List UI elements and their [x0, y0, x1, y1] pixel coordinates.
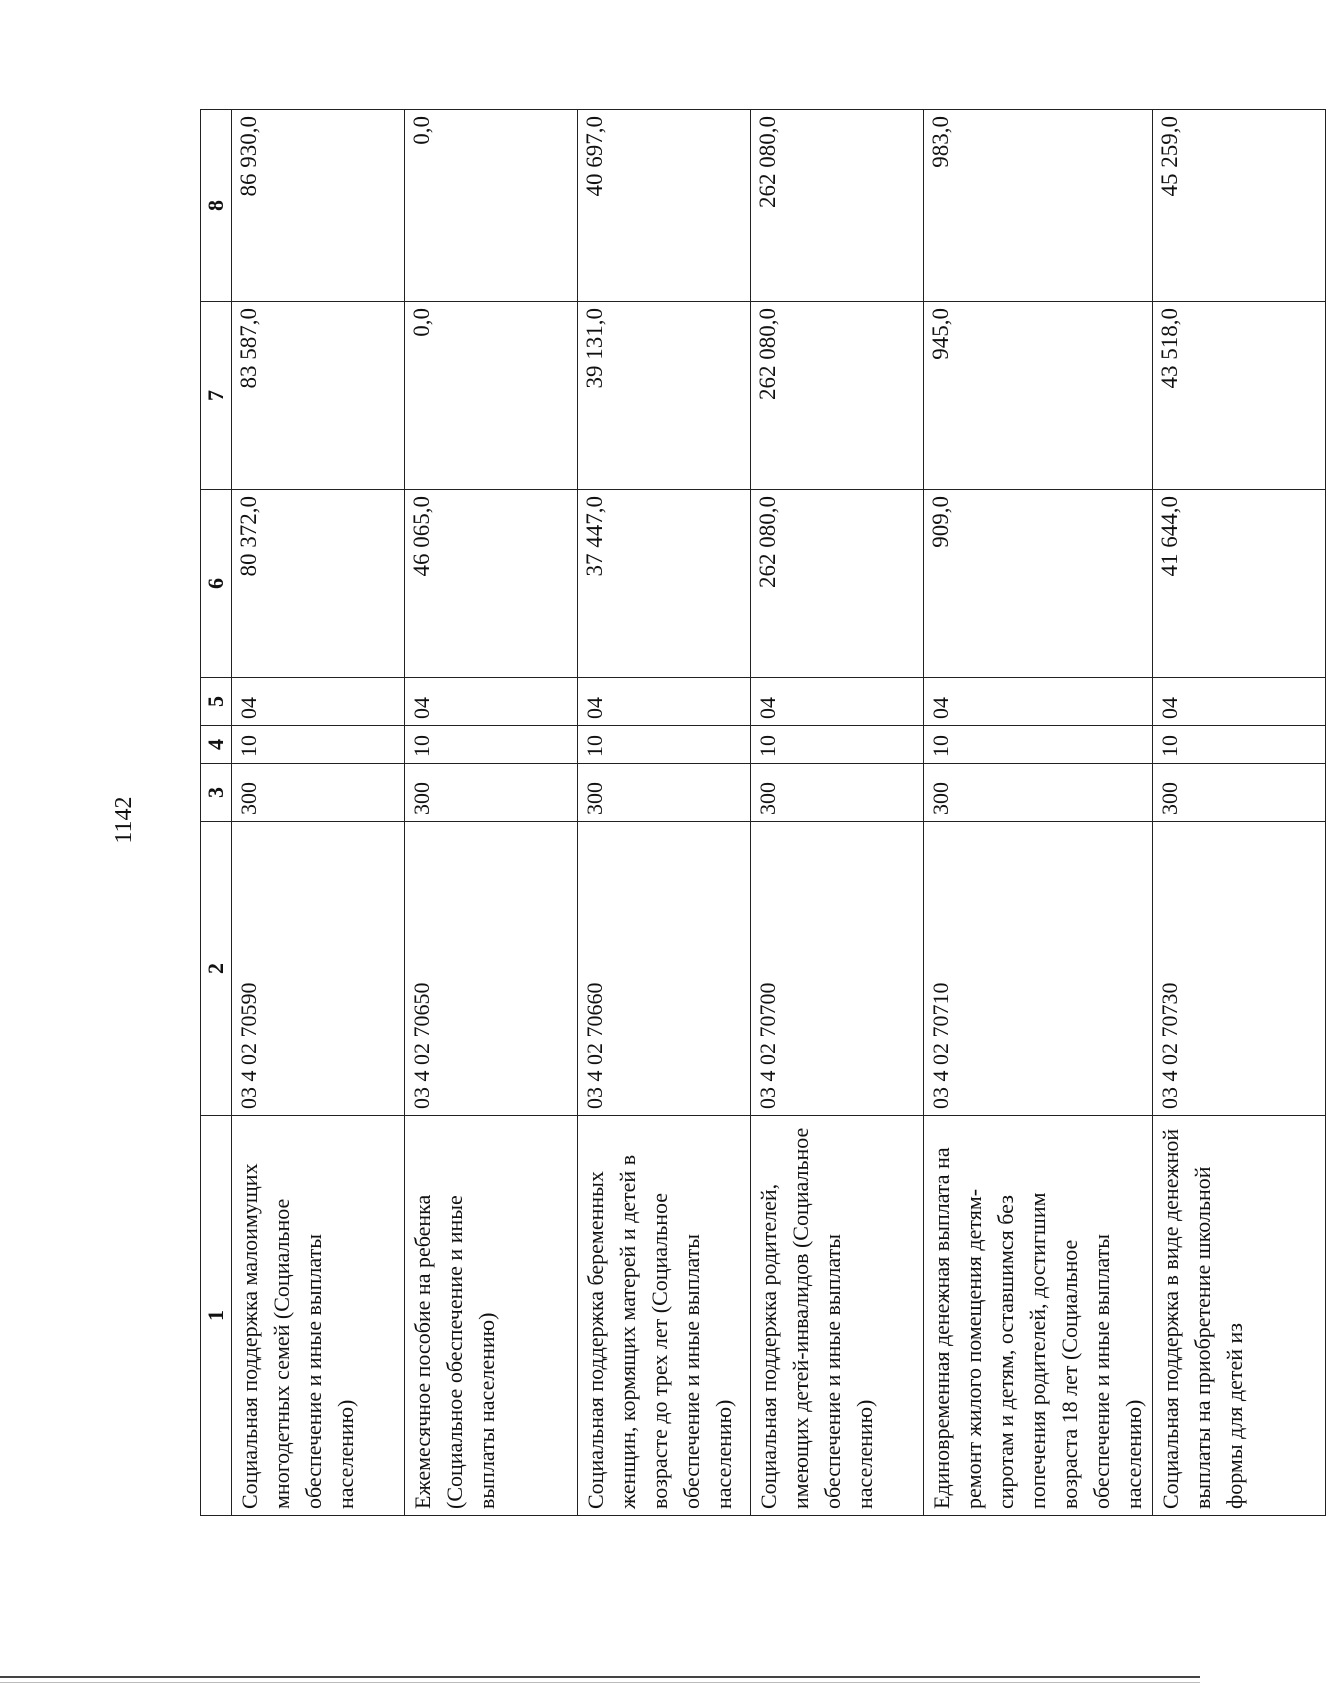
column-header-2: 2 [201, 822, 232, 1116]
row-value-8: 45 259,0 [1153, 110, 1326, 302]
row-type-code: 300 [1153, 764, 1326, 822]
column-header-3: 3 [201, 764, 232, 822]
row-value-8: 262 080,0 [751, 110, 924, 302]
header-row [201, 110, 232, 1516]
row-value-6: 80 372,0 [232, 490, 405, 678]
row-type-code: 300 [578, 764, 751, 822]
column-header-7: 7 [201, 302, 232, 490]
row-value-8: 86 930,0 [232, 110, 405, 302]
row-code: 03 4 02 70730 [1153, 822, 1326, 1116]
row-section-code: 10 [578, 726, 751, 764]
row-type-code: 300 [405, 764, 578, 822]
row-code: 03 4 02 70660 [578, 822, 751, 1116]
column-header-1: 1 [201, 1116, 232, 1516]
row-name: Социальная поддержка в виде денежной выплаты на приобретение школьной формы для детей из [1153, 1116, 1326, 1516]
row-subsection-code: 04 [232, 678, 405, 726]
row-name: Единовременная денежная выплата на ремонт жилого помещения детям-сиротам и детям, оставшимся без попечения родителей, достигшим возраста 18 лет (Социальное обеспечение и иные выплаты населению) [924, 1116, 1153, 1516]
row-name: Социальная поддержка беременных женщин, кормящих матерей и детей в возрасте до трех лет (Социальное обеспечение и иные выплаты населению) [578, 1116, 751, 1516]
row-value-8: 40 697,0 [578, 110, 751, 302]
row-value-6: 37 447,0 [578, 490, 751, 678]
row-type-code: 300 [924, 764, 1153, 822]
row-value-7: 945,0 [924, 302, 1153, 490]
row-type-code: 300 [751, 764, 924, 822]
row-type-code: 300 [232, 764, 405, 822]
row-code: 03 4 02 70700 [751, 822, 924, 1116]
page-number: 1142 [111, 796, 137, 844]
row-subsection-code: 04 [751, 678, 924, 726]
row-value-6: 41 644,0 [1153, 490, 1326, 678]
row-value-8: 0,0 [405, 110, 578, 302]
table-row [924, 110, 1153, 1516]
row-section-code: 10 [924, 726, 1153, 764]
row-section-code: 10 [232, 726, 405, 764]
table-row [578, 110, 751, 1516]
row-value-7: 43 518,0 [1153, 302, 1326, 490]
row-name: Социальная поддержка малоимущих многодетных семей (Социальное обеспечение и иные выплаты населению) [232, 1116, 405, 1516]
row-code: 03 4 02 70710 [924, 822, 1153, 1116]
budget-table-container [200, 110, 1247, 1516]
row-value-6: 262 080,0 [751, 490, 924, 678]
row-value-7: 262 080,0 [751, 302, 924, 490]
table-row [1153, 110, 1326, 1516]
row-value-7: 0,0 [405, 302, 578, 490]
table-row [405, 110, 578, 1516]
row-name: Ежемесячное пособие на ребенка (Социальное обеспечение и иные выплаты населению) [405, 1116, 578, 1516]
row-value-7: 83 587,0 [232, 302, 405, 490]
table-row [232, 110, 405, 1516]
row-code: 03 4 02 70650 [405, 822, 578, 1116]
row-value-6: 909,0 [924, 490, 1153, 678]
row-code: 03 4 02 70590 [232, 822, 405, 1116]
table-row [751, 110, 924, 1516]
row-subsection-code: 04 [1153, 678, 1326, 726]
column-header-5: 5 [201, 678, 232, 726]
budget-table [200, 109, 1326, 1516]
row-name: Социальная поддержка родителей, имеющих детей-инвалидов (Социальное обеспечение и иные выплаты населению) [751, 1116, 924, 1516]
scan-bottom-edge-shadow [0, 1682, 1200, 1683]
row-section-code: 10 [1153, 726, 1326, 764]
scan-bottom-edge-line [0, 1676, 1200, 1678]
row-section-code: 10 [751, 726, 924, 764]
column-header-4: 4 [201, 726, 232, 764]
column-header-6: 6 [201, 490, 232, 678]
row-subsection-code: 04 [405, 678, 578, 726]
row-subsection-code: 04 [924, 678, 1153, 726]
row-value-8: 983,0 [924, 110, 1153, 302]
row-value-7: 39 131,0 [578, 302, 751, 490]
row-subsection-code: 04 [578, 678, 751, 726]
row-section-code: 10 [405, 726, 578, 764]
column-header-8: 8 [201, 110, 232, 302]
row-value-6: 46 065,0 [405, 490, 578, 678]
